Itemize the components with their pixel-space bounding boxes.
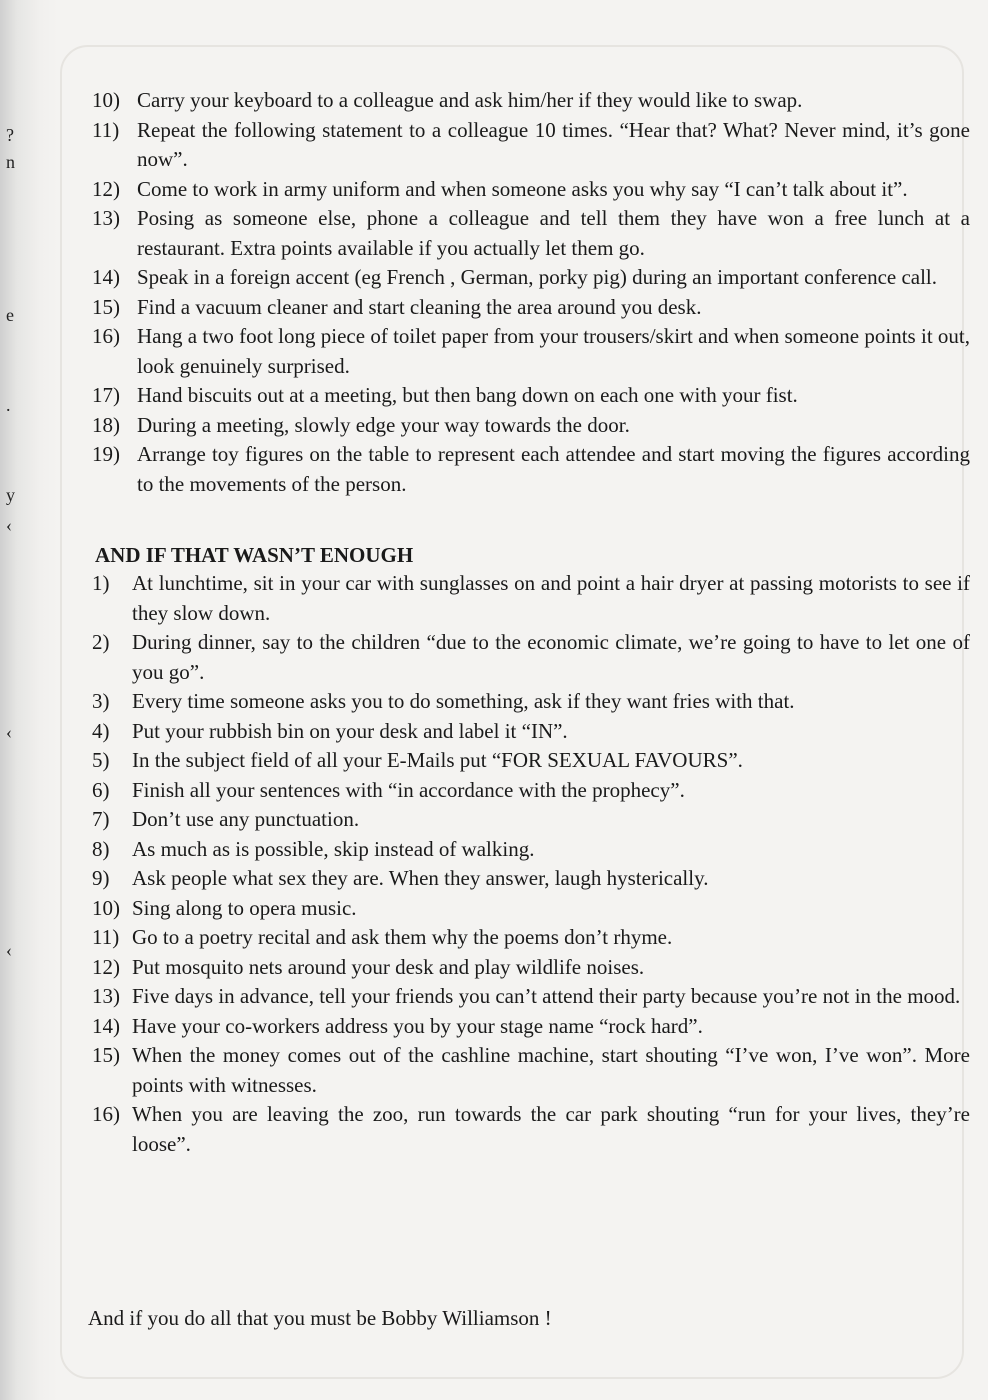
list-item <box>92 440 970 499</box>
list-item-number: 2) <box>92 630 110 654</box>
list-item-number: 13) <box>92 984 120 1008</box>
list-item-text: Hand biscuits out at a meeting, but then bang down on each one with your fist. <box>137 383 798 407</box>
list-item <box>92 835 970 865</box>
margin-mark: ? <box>6 125 14 145</box>
list-item-number: 14) <box>92 265 120 289</box>
list-item <box>92 381 970 411</box>
list-item <box>92 204 970 263</box>
list-item-number: 5) <box>92 748 110 772</box>
list-item-number: 11) <box>92 117 120 142</box>
list-item-number: 15) <box>92 1043 120 1067</box>
list-item <box>92 982 970 1012</box>
list-item-number: 12) <box>92 954 120 979</box>
list-item-number: 12) <box>92 176 120 201</box>
list-item-text: In the subject field of all your E-Mails put “FOR SEXUAL FAVOURS”. <box>132 748 743 772</box>
numbered-list-part-two <box>92 569 970 1159</box>
margin-mark: n <box>6 152 15 172</box>
list-item <box>92 1041 970 1100</box>
list-item-text: Put mosquito nets around your desk and play wildlife noises. <box>132 954 645 979</box>
list-item <box>92 864 970 894</box>
list-item-number: 15) <box>92 294 120 319</box>
list-item <box>92 805 970 835</box>
list-item-text: Finish all your sentences with “in accordance with the prophecy”. <box>132 777 685 802</box>
list-item-text: Carry your keyboard to a colleague and ask him/her if they would like to swap. <box>137 88 803 112</box>
list-item-number: 8) <box>92 836 110 861</box>
list-item <box>92 923 970 953</box>
list-item-text: Have your co-workers address you by your stage name “rock hard”. <box>132 1013 703 1038</box>
list-item <box>92 116 970 175</box>
list-item-text: As much as is possible, skip instead of walking. <box>132 836 535 861</box>
list-item-text: Go to a poetry recital and ask them why the poems don’t rhyme. <box>132 925 673 949</box>
margin-mark: . <box>6 395 11 415</box>
list-item-number: 16) <box>92 324 120 348</box>
list-item-text: Find a vacuum cleaner and start cleaning the area around you desk. <box>137 294 702 319</box>
page-gutter-shadow <box>0 0 58 1400</box>
list-item <box>92 569 970 628</box>
list-item <box>92 717 970 747</box>
list-item-text: Don’t use any punctuation. <box>132 807 360 831</box>
list-item <box>92 894 970 924</box>
document-body <box>92 86 970 1159</box>
list-item <box>92 322 970 381</box>
margin-mark: ‹ <box>6 722 12 742</box>
list-item-text: Come to work in army uniform and when someone asks you why say “I can’t talk about it”. <box>137 176 908 201</box>
list-item-number: 1) <box>92 571 110 595</box>
list-item-number: 16) <box>92 1102 120 1126</box>
list-item-number: 6) <box>92 777 110 802</box>
margin-mark: ‹ <box>6 515 12 535</box>
list-item-text: Arrange toy figures on the table to represent each attendee and start moving the figures according to the movements of the person. <box>137 442 970 496</box>
list-item <box>92 1100 970 1159</box>
list-item-number: 10) <box>92 895 120 920</box>
list-item <box>92 628 970 687</box>
section-heading: AND IF THAT WASN’T ENOUGH <box>95 543 414 567</box>
list-item-number: 11) <box>92 925 120 949</box>
list-item <box>92 411 970 441</box>
list-item-text: At lunchtime, sit in your car with sunglasses on and point a hair dryer at passing motorists to see if they slow down. <box>132 571 970 625</box>
list-item-text: Every time someone asks you to do something, ask if they want fries with that. <box>132 689 795 713</box>
list-item <box>92 776 970 806</box>
list-item <box>92 746 970 776</box>
list-item <box>92 953 970 983</box>
list-item-text: During a meeting, slowly edge your way towards the door. <box>137 412 630 437</box>
list-item <box>92 86 970 116</box>
list-item-number: 10) <box>92 88 120 112</box>
closing-line: And if you do all that you must be Bobby Williamson ! <box>88 1306 552 1330</box>
list-item-number: 9) <box>92 866 110 890</box>
list-item <box>92 1012 970 1042</box>
list-item-text: Hang a two foot long piece of toilet paper from your trousers/skirt and when someone points it out, look genuinely surprised. <box>137 324 970 378</box>
list-item-number: 3) <box>92 689 110 713</box>
list-item-text: Posing as someone else, phone a colleague and tell them they have won a free lunch at a restaurant. Extra points available if you actually let them go. <box>137 206 970 260</box>
list-item-number: 19) <box>92 442 120 466</box>
margin-mark: y <box>6 485 15 505</box>
list-item-text: When you are leaving the zoo, run towards the car park shouting “run for your lives, they’re loose”. <box>132 1102 970 1156</box>
list-item-number: 18) <box>92 412 120 437</box>
list-item-number: 17) <box>92 383 120 407</box>
list-item-text: Sing along to opera music. <box>132 895 357 920</box>
list-item <box>92 687 970 717</box>
list-item-text: Repeat the following statement to a colleague 10 times. “Hear that? What? Never mind, it’s gone now”. <box>137 117 970 171</box>
list-item <box>92 175 970 205</box>
list-item-text: Five days in advance, tell your friends you can’t attend their party because you’re not in the mood. <box>132 984 961 1008</box>
list-item-text: Speak in a foreign accent (eg French , German, porky pig) during an important conference call. <box>137 265 938 289</box>
list-item-text: During dinner, say to the children “due to the economic climate, we’re going to have to let one of you go”. <box>132 630 970 684</box>
margin-mark: ‹ <box>6 940 12 960</box>
numbered-list-part-one <box>92 86 970 499</box>
margin-mark: e <box>6 305 14 325</box>
list-item-number: 4) <box>92 718 110 743</box>
list-item-text: Put your rubbish bin on your desk and label it “IN”. <box>132 718 568 743</box>
list-item-number: 14) <box>92 1013 120 1038</box>
list-item-text: Ask people what sex they are. When they answer, laugh hysterically. <box>132 866 709 890</box>
list-item-number: 7) <box>92 807 110 831</box>
list-item <box>92 263 970 293</box>
list-item-text: When the money comes out of the cashline machine, start shouting “I’ve won, I’ve won”. More points with witnesses. <box>132 1043 970 1097</box>
list-item-number: 13) <box>92 206 120 230</box>
list-item <box>92 293 970 323</box>
